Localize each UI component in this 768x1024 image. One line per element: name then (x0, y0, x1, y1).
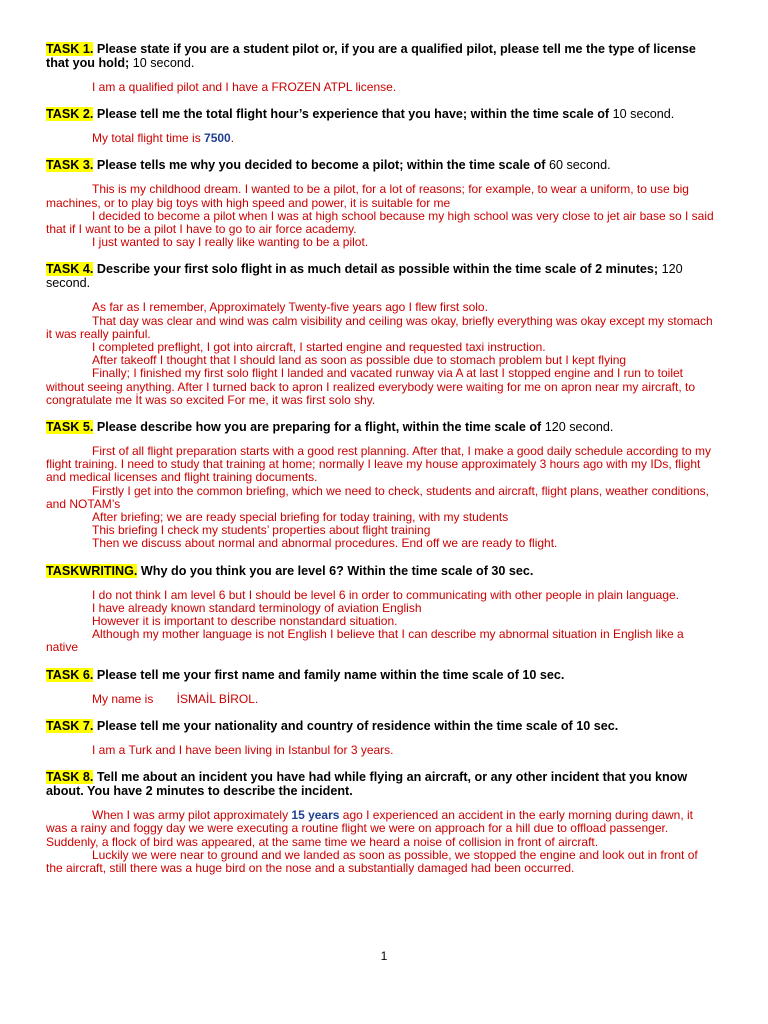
task-writing-label: TASKWRITING. (46, 563, 138, 578)
answer-paragraph: After briefing; we are ready special briefing for today training, with my students (92, 510, 509, 525)
answer-paragraph: I decided to become a pilot when I was at high school because my high school was very close to jet air base so I said that if I want to be a pilot I have to go to air force academy. (46, 208, 714, 237)
task-3-answer (46, 183, 714, 249)
task-writing-answer (46, 589, 714, 655)
answer-paragraph: My total flight time is 7500. (92, 131, 235, 146)
answer-paragraph: I am a Turk and I have been living in Istanbul for 3 years. (92, 742, 394, 757)
answer-paragraph: As far as I remember, Approximately Twenty-five years ago I flew first solo. (92, 300, 488, 315)
task-6-answer (46, 693, 714, 706)
task-6-label: TASK 6. (46, 667, 94, 682)
task-2-question: TASK 2. Please tell me the total flight hour’s experience that you have; within the time scale of 10 second. (46, 107, 675, 122)
task-5-question: TASK 5. Please describe how you are preparing for a flight, within the time scale of 120 second. (46, 420, 614, 435)
task-5 (46, 420, 714, 551)
task-5-label: TASK 5. (46, 420, 94, 435)
answer-paragraph: That day was clear and wind was calm visibility and ceiling was okay, briefly everything was okay except my stomach it was really painful. (46, 313, 713, 341)
answer-paragraph: However it is important to describe nonstandard situation. (92, 614, 398, 629)
task-7 (46, 719, 714, 757)
task-2-answer (46, 132, 714, 145)
answer-paragraph: My name is İSMAİL BİROL. (92, 691, 259, 706)
task-7-answer (46, 744, 714, 757)
answer-paragraph: Luckily we were near to ground and we landed as soon as possible, we stopped the engine and look out in front of the aircraft, still there was a huge bird on the nose and a substantially damaged had been occurred. (46, 847, 698, 875)
task-1-question: TASK 1. Please state if you are a student pilot or, if you are a qualified pilot, please tell me the type of license that you hold; 10 second. (46, 42, 696, 70)
answer-paragraph: Although my mother language is not English I believe that I can describe my abnormal situation in English like a native (46, 627, 684, 655)
task-1-label: TASK 1. (46, 42, 94, 56)
answer-paragraph: After takeoff I thought that I should land as soon as possible due to stomach problem but I kept flying (92, 353, 627, 368)
task-2-label: TASK 2. (46, 107, 94, 122)
task-3-question: TASK 3. Please tells me why you decided to become a pilot; within the time scale of 60 second. (46, 158, 611, 173)
answer-paragraph: I just wanted to say I really like wanting to be a pilot. (92, 235, 369, 250)
task-8-answer (46, 809, 714, 875)
answer-paragraph: Finally; I finished my first solo flight I landed and vacated runway via A at last I stopped engine and I run to toilet without seeing anything. After I turned back to apron I realized everybody were waiting for me on apron near my aircraft, to congratulate me İt was so excited For me, it was first solo shy. (46, 366, 696, 407)
flight-hours-value: 7500 (204, 131, 231, 146)
answer-paragraph: I do not think I am level 6 but I should be level 6 in order to communicating with other people in plain language. (92, 587, 680, 602)
task-4-question: TASK 4. Describe your first solo flight in as much detail as possible within the time scale of 2 minutes; 120 second. (46, 262, 683, 291)
task-6-question: TASK 6. Please tell me your first name and family name within the time scale of 10 sec. (46, 667, 565, 682)
task-5-answer (46, 445, 714, 551)
task-1 (46, 42, 714, 94)
answer-paragraph: I am a qualified pilot and I have a FROZEN ATPL license. (92, 80, 397, 94)
task-7-label: TASK 7. (46, 718, 94, 733)
task-1-answer (46, 81, 714, 94)
task-7-question: TASK 7. Please tell me your nationality and country of residence within the time scale of 10 sec. (46, 718, 619, 733)
answer-paragraph: This is my childhood dream. I wanted to be a pilot, for a lot of reasons; for example, to wear a uniform, to use big machines, or to play big toys with high speed and power, it is suitable for me (46, 182, 689, 210)
task-8-label: TASK 8. (46, 770, 94, 785)
answer-paragraph: First of all flight preparation starts with a good rest planning. After that, I make a good daily schedule according to my flight training. I need to study that training at home; normally I leave my house approximately 3 hours ago with my IDs, flight and medical licenses and flight training documents. (46, 444, 711, 485)
task-8-question: TASK 8. Tell me about an incident you have had while flying an aircraft, or any other incident that you know about. You have 2 minutes to describe the incident. (46, 770, 688, 799)
task-4-answer (46, 301, 714, 407)
page-number: 1 (380, 949, 388, 963)
task-writing-question: TASKWRITING. Why do you think you are level 6? Within the time scale of 30 sec. (46, 563, 534, 578)
task-2 (46, 107, 714, 145)
answer-paragraph: When I was army pilot approximately 15 years ago I experienced an accident in the early morning during dawn, it was a rainy and foggy day we were executing a routine flight we were on approach for a hill due to offload passenger. Suddenly, a flock of bird was appeared, at the same time we heard a noise of collision in front of aircraft. (46, 808, 694, 849)
years-value: 15 years (291, 808, 340, 823)
document-page (46, 42, 714, 888)
answer-paragraph: I completed preflight, I got into aircraft, I started engine and requested taxi instruction. (92, 340, 546, 355)
answer-paragraph: I have already known standard terminology of aviation English (92, 600, 422, 615)
answer-paragraph: Firstly I get into the common briefing, which we need to check, students and aircraft, flight plans, weather conditions, and NOTAM’s (46, 483, 709, 511)
task-writing (46, 564, 714, 655)
task-8 (46, 770, 714, 875)
task-3 (46, 158, 714, 249)
answer-paragraph: Then we discuss about normal and abnormal procedures. End off we are ready to flight. (92, 536, 558, 551)
task-4 (46, 262, 714, 407)
task-6 (46, 668, 714, 706)
answer-paragraph: This briefing I check my students’ properties about flight training (92, 523, 431, 538)
task-4-label: TASK 4. (46, 262, 94, 277)
task-3-label: TASK 3. (46, 158, 94, 173)
